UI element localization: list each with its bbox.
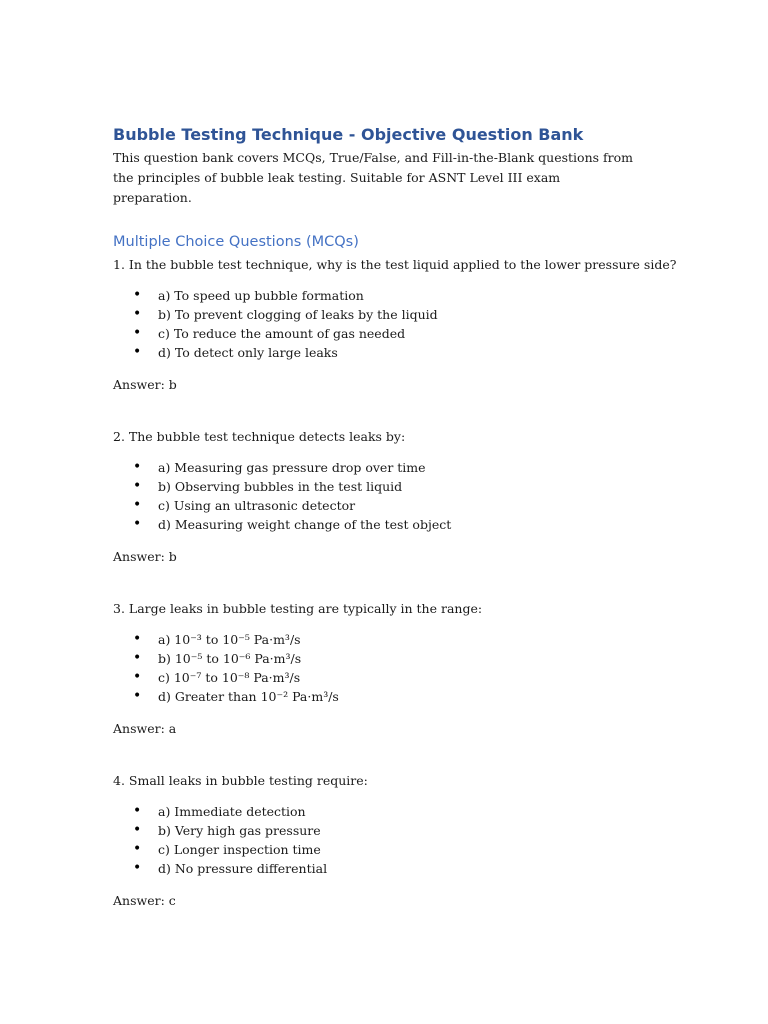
bullet-icon: • (133, 631, 142, 647)
option-item (113, 840, 653, 859)
option-text: d) No pressure differential (158, 861, 328, 876)
option-item (113, 687, 653, 706)
option-text: d) Greater than 10⁻² Pa·m³/s (158, 689, 339, 704)
answer-line (113, 547, 653, 567)
question-text: 1. In the bubble test technique, why is the test liquid applied to the lower pressure side? (113, 257, 677, 272)
option-item (113, 324, 653, 343)
bullet-icon: • (133, 478, 142, 494)
option-item (113, 286, 653, 305)
option-text: c) To reduce the amount of gas needed (158, 326, 406, 341)
bullet-icon: • (133, 669, 142, 685)
option-text: b) Observing bubbles in the test liquid (158, 479, 403, 494)
option-text: b) 10⁻⁵ to 10⁻⁶ Pa·m³/s (158, 651, 302, 666)
answer-line (113, 891, 653, 911)
option-text: b) Very high gas pressure (158, 823, 321, 838)
option-text: a) Measuring gas pressure drop over time (158, 460, 426, 475)
option-item (113, 802, 653, 821)
option-text: c) 10⁻⁷ to 10⁻⁸ Pa·m³/s (158, 670, 301, 685)
answer-value: b (168, 549, 177, 564)
bullet-icon: • (133, 803, 142, 819)
question-list (113, 255, 677, 911)
bullet-icon: • (133, 497, 142, 513)
answer-value: c (168, 893, 176, 908)
option-list (113, 802, 653, 878)
answer-label: Answer: (113, 549, 169, 564)
question-text: 3. Large leaks in bubble testing are typically in the range: (113, 601, 483, 616)
option-item (113, 343, 653, 362)
option-text: d) Measuring weight change of the test object (158, 517, 452, 532)
answer-label: Answer: (113, 893, 169, 908)
option-item (113, 649, 653, 668)
option-item (113, 821, 653, 840)
bullet-icon: • (133, 688, 142, 704)
option-text: a) To speed up bubble formation (158, 288, 364, 303)
option-text: c) Longer inspection time (158, 842, 321, 857)
bullet-icon: • (133, 822, 142, 838)
option-item (113, 630, 653, 649)
option-text: c) Using an ultrasonic detector (158, 498, 356, 513)
option-text: a) 10⁻³ to 10⁻⁵ Pa·m³/s (158, 632, 301, 647)
answer-label: Answer: (113, 721, 169, 736)
bullet-icon: • (133, 860, 142, 876)
question-block (113, 427, 653, 567)
bullet-icon: • (133, 325, 142, 341)
answer-line (113, 719, 653, 739)
option-text: d) To detect only large leaks (158, 345, 338, 360)
option-item (113, 458, 653, 477)
option-item (113, 515, 653, 534)
bullet-icon: • (133, 287, 142, 303)
question-block (113, 599, 653, 739)
bullet-icon: • (133, 344, 142, 360)
option-item (113, 496, 653, 515)
answer-label: Answer: (113, 377, 169, 392)
bullet-icon: • (133, 516, 142, 532)
option-item (113, 477, 653, 496)
bullet-icon: • (133, 841, 142, 857)
question-text: 4. Small leaks in bubble testing require: (113, 773, 368, 788)
option-list (113, 458, 653, 534)
option-list (113, 286, 653, 362)
bullet-icon: • (133, 459, 142, 475)
option-item (113, 668, 653, 687)
answer-value: a (168, 721, 177, 736)
option-list (113, 630, 653, 706)
option-item (113, 859, 653, 878)
option-text: b) To prevent clogging of leaks by the liquid (158, 307, 438, 322)
question-block (113, 771, 653, 911)
option-item (113, 305, 653, 324)
option-text: a) Immediate detection (158, 804, 306, 819)
bullet-icon: • (133, 306, 142, 322)
answer-value: b (168, 377, 177, 392)
question-block (113, 255, 677, 395)
question-text: 2. The bubble test technique detects leaks by: (113, 429, 406, 444)
intro-paragraph: This question bank covers MCQs, True/False, and Fill-in-the-Blank questions from the principles of bubble leak testing. Suitable for ASNT Level III exam preparation. (113, 150, 633, 205)
document-title: Bubble Testing Technique - Objective Question Bank (113, 125, 584, 144)
document-content (113, 124, 677, 943)
bullet-icon: • (133, 650, 142, 666)
section-heading-mcq: Multiple Choice Questions (MCQs) (113, 234, 359, 250)
answer-line (113, 375, 653, 395)
